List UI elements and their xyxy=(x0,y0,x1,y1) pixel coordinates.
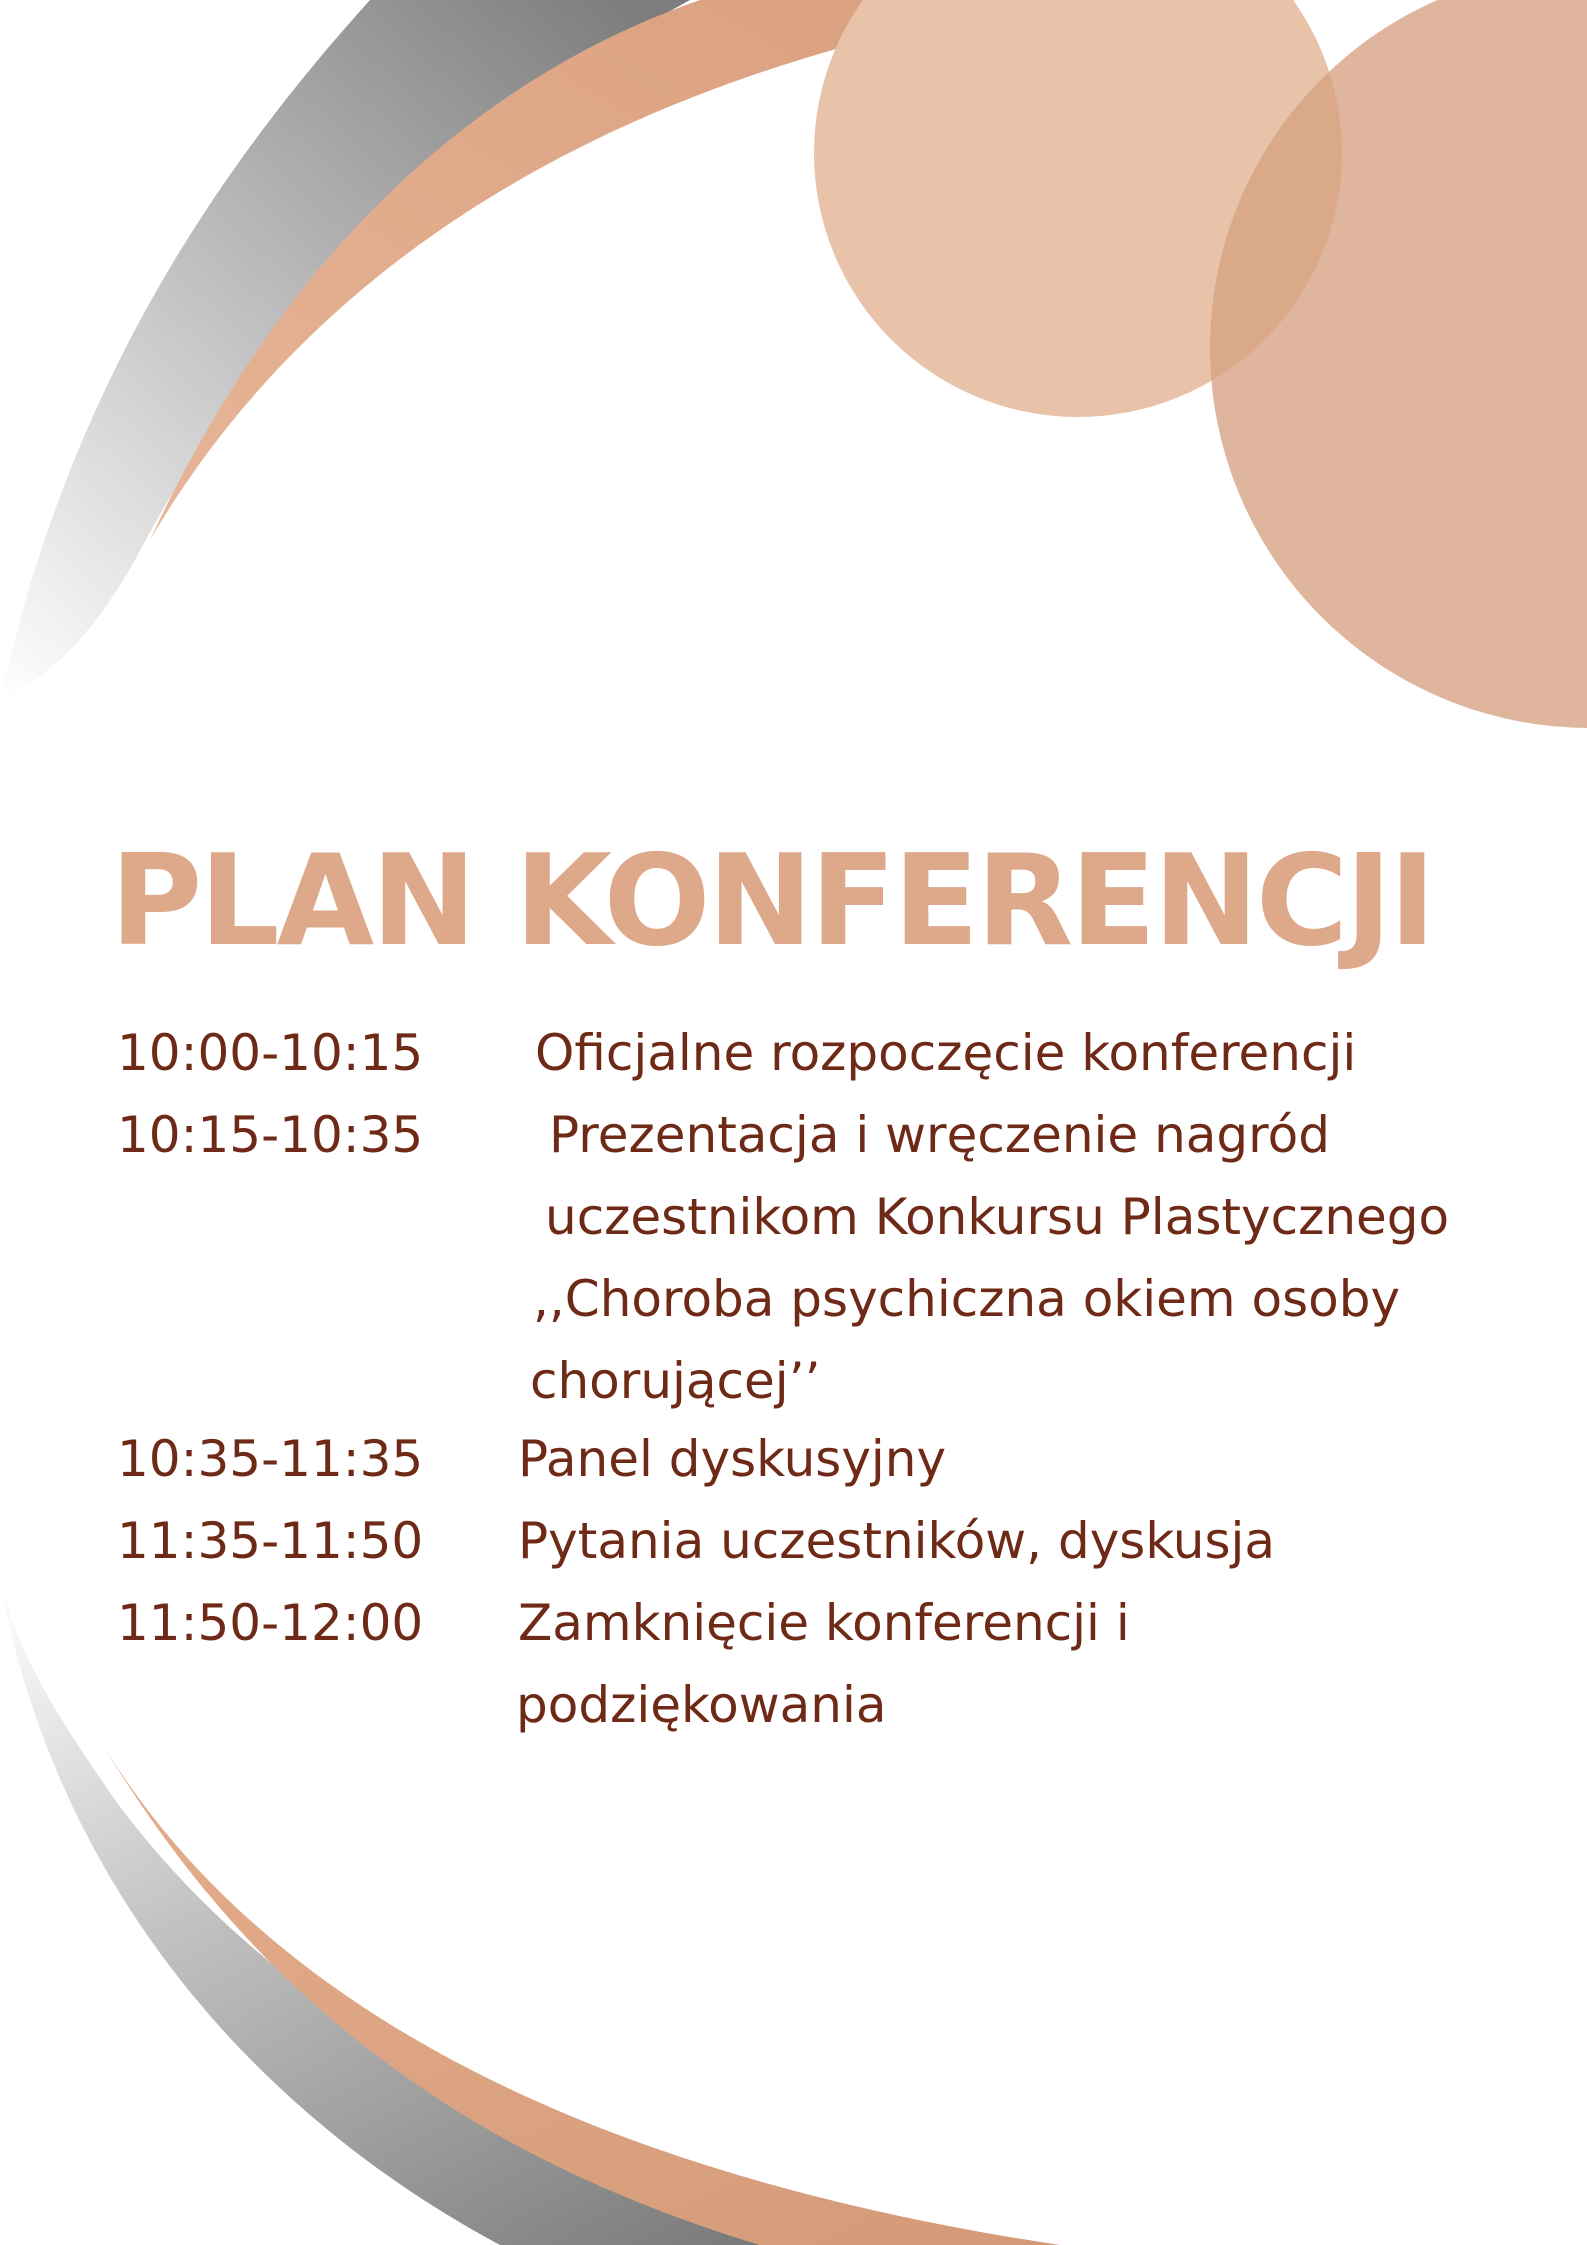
schedule-item-1-line-1: Oficjalne rozpoczęcie konferencji xyxy=(535,1024,1357,1082)
schedule-item-2-line-3: ,,Choroba psychiczna okiem osoby xyxy=(533,1270,1401,1328)
schedule-item-3-line-1: Panel dyskusyjny xyxy=(518,1430,947,1488)
schedule-time-1: 10:00-10:15 xyxy=(117,1024,424,1082)
schedule-item-2-line-1: Prezentacja i wręczenie nagród xyxy=(549,1106,1330,1164)
page-title: PLAN KONFERENCJI xyxy=(110,827,1433,974)
schedule-item-4-line-1: Pytania uczestników, dyskusja xyxy=(518,1512,1276,1570)
schedule-item-5-line-1: Zamknięcie konferencji i xyxy=(518,1594,1130,1652)
schedule-item-2-line-2: uczestnikom Konkursu Plastycznego xyxy=(545,1188,1450,1246)
schedule-time-5: 11:50-12:00 xyxy=(117,1594,424,1652)
schedule-time-2: 10:15-10:35 xyxy=(117,1106,424,1164)
schedule-time-3: 10:35-11:35 xyxy=(117,1430,424,1488)
schedule-item-5-line-2: podziękowania xyxy=(516,1676,887,1734)
schedule-time-4: 11:35-11:50 xyxy=(117,1512,424,1570)
schedule-item-2-line-4: chorującej’’ xyxy=(530,1352,821,1410)
